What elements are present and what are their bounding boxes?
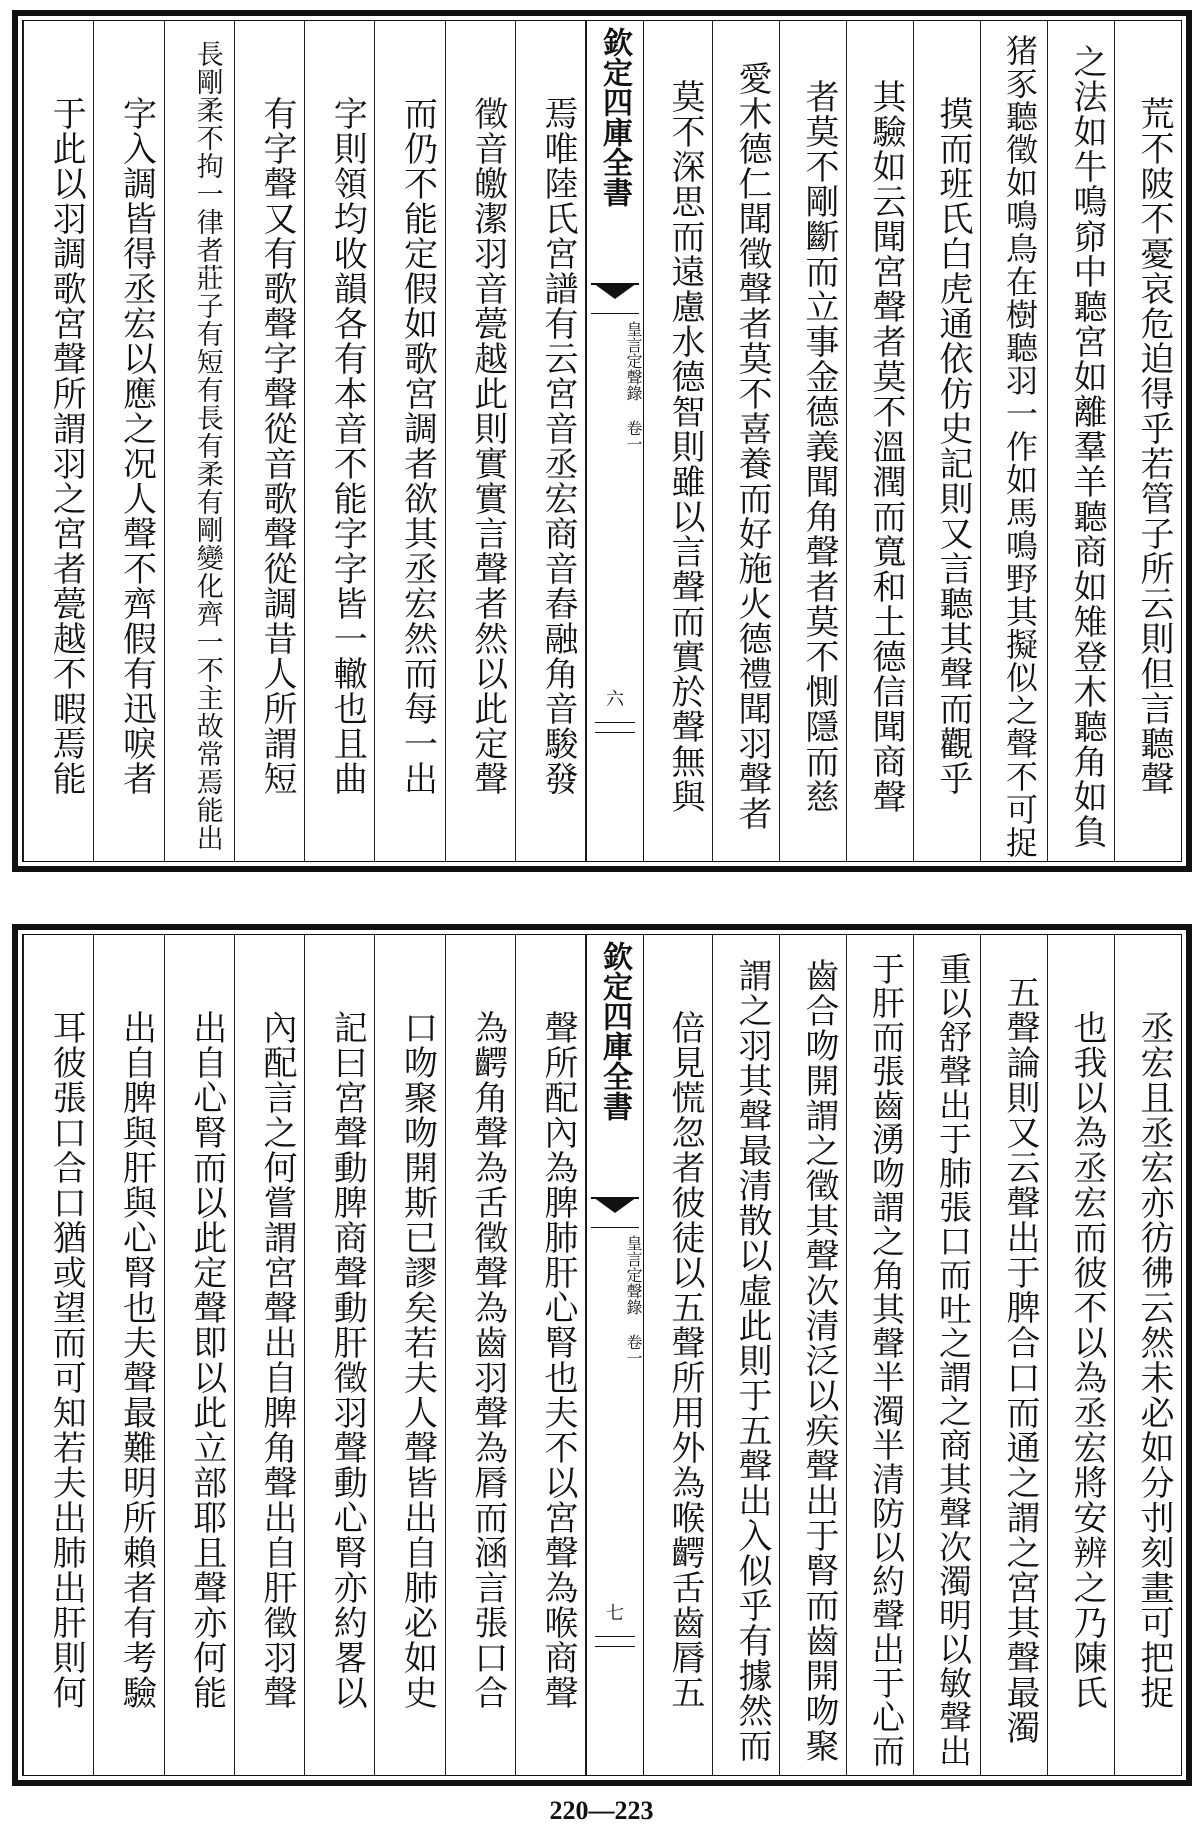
text-column: 出自心腎而以此定聲即以此立部耶且聲亦何能 [164, 935, 234, 1775]
page-sheet-top [12, 10, 1192, 872]
text-column: 而仍不能定假如歌宮調者欲其丞宏然而每一出 [374, 21, 444, 861]
text-column: 莫不深思而遠慮水德智則雖以言聲而實於聲無與 [665, 78, 705, 814]
text-column: 焉唯陸氏宮譜有云宮音丞宏商音舂融角音駿發 [515, 21, 586, 861]
text-column: 于此以羽調歌宮聲所謂羽之宮者甍越不暇焉能 [23, 21, 93, 861]
left-text-panel [23, 935, 586, 1775]
text-column: 耳彼張口合口猶或望而可知若夫出肺出肝則何 [23, 935, 93, 1775]
text-column: 字則領均收韻各有本音不能字字皆一轍也且曲 [304, 21, 374, 861]
text-column: 者莫不剛斷而立事金德義聞角聲者莫不惻隱而慈 [779, 21, 846, 861]
source-page-range: 220—223 [549, 1796, 654, 1825]
right-text-panel [646, 21, 1181, 861]
chapter-label: 皇言定聲錄 卷一 [624, 1235, 643, 1366]
text-column: 聲所配內為脾肺肝心腎也夫不以宮聲為喉商聲 [515, 935, 586, 1775]
text-column: 口吻聚吻開斯已謬矣若夫人聲皆出自肺必如史 [374, 935, 444, 1775]
text-column: 愛木德仁聞徵聲者莫不喜養而好施火德禮聞羽聲者 [712, 21, 779, 861]
text-column: 齒合吻開謂之徵其聲次清泛以疾聲出于腎而齒開吻聚 [779, 935, 846, 1775]
gutter-divider [595, 1636, 635, 1637]
text-column: 其驗如云聞宮聲者莫不溫潤而寬和土德信聞商聲 [846, 21, 913, 861]
center-gutter [586, 21, 644, 861]
book-title: 欽定四庫全書 [597, 27, 632, 207]
text-column: 長剛柔不拘一律者莊子有短有長有柔有剛變化齊一不主故常焉能出 [164, 21, 234, 861]
text-column: 倍見慌忽者彼徒以五聲所用外為喉齶舌齒脣五 [665, 1010, 705, 1710]
center-gutter [586, 935, 644, 1775]
page-number: 七 [606, 1603, 624, 1624]
gutter-divider [595, 722, 635, 723]
text-column: 謂之羽其聲最清散以虛此則于五聲出入似乎有據然而 [712, 935, 779, 1775]
text-column: 徵音皦潔羽音甍越此則實實言聲者然以此定聲 [445, 21, 515, 861]
text-column: 記曰宮聲動脾商聲動肝徵羽聲動心腎亦約畧以 [304, 935, 374, 1775]
text-column: 內配言之何嘗謂宮聲出自脾角聲出自肝徵羽聲 [234, 935, 304, 1775]
page-frame [22, 20, 1182, 862]
text-column: 也我以為丞宏而彼不以為丞宏將安辨之乃陳氏 [1047, 935, 1114, 1775]
text-column: 于肝而張齒湧吻謂之角其聲半濁半清防以約聲出于心而 [846, 935, 913, 1775]
gutter-divider [595, 732, 635, 733]
text-column: 為齶角聲為舌徵聲為齒羽聲為脣而涵言張口合 [445, 935, 515, 1775]
page-frame [22, 934, 1182, 1776]
fish-tail-ornament [591, 283, 639, 303]
text-column: 丞宏且丞宏亦彷彿云然未必如分刌刻畫可把捉 [1114, 935, 1181, 1775]
left-text-panel [23, 21, 586, 861]
text-column: 之法如牛鳴窌中聽宮如離羣羊聽商如雉登木聽角如負 [1047, 21, 1114, 861]
gutter-divider [595, 1646, 635, 1647]
text-column: 荒不陂不憂哀危迫得乎若管子所云則但言聽聲 [1114, 21, 1181, 861]
fish-tail-ornament [591, 1197, 639, 1217]
page-sheet-bottom [12, 924, 1192, 1786]
gutter-divider [591, 313, 639, 314]
text-column: 有字聲又有歌聲字聲從音歌聲從調昔人所謂短 [234, 21, 304, 861]
page-number: 六 [606, 689, 624, 710]
text-column: 五聲論則又云聲出于脾合口而通之謂之宮其聲最濁 [980, 935, 1047, 1775]
text-column: 重以舒聲出于肺張口而吐之謂之商其聲次濁明以敏聲出 [913, 935, 980, 1775]
book-title: 欽定四庫全書 [597, 941, 632, 1121]
text-column: 出自脾與肝與心腎也夫聲最難明所賴者有考驗 [93, 935, 163, 1775]
text-column: 字入調皆得丞宏以應之况人聲不齊假有迅唳者 [93, 21, 163, 861]
text-column: 猪豕聽徵如鳴鳥在樹聽羽一作如馬鳴野其擬似之聲不可捉 [980, 21, 1047, 861]
chapter-label: 皇言定聲錄 卷一 [624, 321, 643, 452]
text-column: 摸而班氏白虎通依仿史記則又言聽其聲而觀乎 [913, 21, 980, 861]
right-text-panel [646, 935, 1181, 1775]
gutter-divider [591, 1227, 639, 1228]
